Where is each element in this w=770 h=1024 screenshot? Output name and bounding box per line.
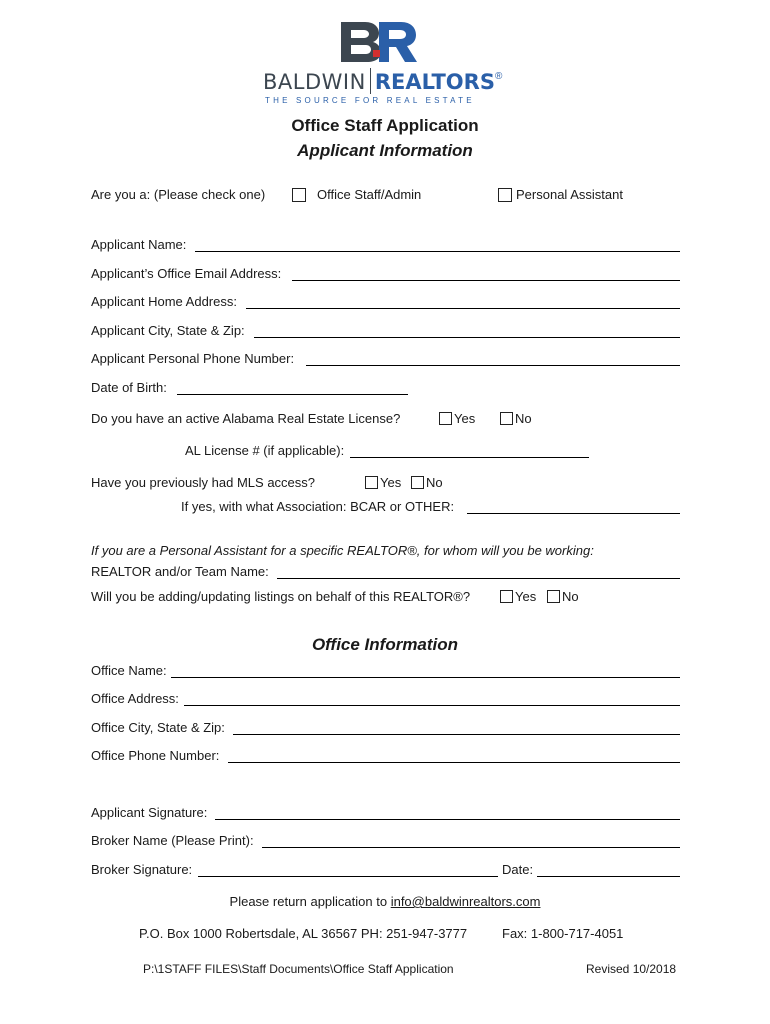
- mls-yes-label: Yes: [380, 475, 402, 490]
- office-address-label: Office Address:: [91, 691, 179, 706]
- listings-yes-checkbox[interactable]: [500, 590, 513, 603]
- license-question: Do you have an active Alabama Real Estate License?: [91, 411, 401, 426]
- applicant-signature-label: Applicant Signature:: [91, 805, 208, 820]
- listings-no-label: No: [562, 589, 579, 604]
- personal-assistant-label: Personal Assistant: [516, 187, 623, 202]
- applicant-signature-field[interactable]: [215, 819, 680, 820]
- dob-label: Date of Birth:: [91, 380, 167, 395]
- assistant-intro: If you are a Personal Assistant for a specific REALTOR®, for whom will you be working:: [91, 543, 594, 558]
- license-yes-label: Yes: [454, 411, 476, 426]
- broker-name-field[interactable]: [262, 847, 680, 848]
- registered-mark: ®: [494, 71, 503, 82]
- applicant-name-label: Applicant Name:: [91, 237, 187, 252]
- mls-no-checkbox[interactable]: [411, 476, 424, 489]
- mls-question: Have you previously had MLS access?: [91, 475, 316, 490]
- return-text: Please return application to: [229, 894, 388, 909]
- date-label: Date:: [502, 862, 534, 877]
- applicant-name-field[interactable]: [195, 251, 680, 252]
- dob-field[interactable]: [177, 394, 408, 395]
- broker-signature-field[interactable]: [198, 876, 498, 877]
- file-path: P:\1STAFF FILES\Staff Documents\Office Staff Application: [143, 962, 454, 976]
- home-address-label: Applicant Home Address:: [91, 294, 237, 309]
- phone-label: Applicant Personal Phone Number:: [91, 351, 295, 366]
- office-staff-label: Office Staff/Admin: [317, 187, 422, 202]
- office-staff-checkbox[interactable]: [292, 188, 306, 202]
- page-title: Office Staff Application: [291, 116, 479, 135]
- team-name-field[interactable]: [277, 578, 680, 579]
- office-name-label: Office Name:: [91, 663, 167, 678]
- license-no-label: No: [515, 411, 532, 426]
- office-phone-label: Office Phone Number:: [91, 748, 220, 763]
- role-question-label: Are you a: (Please check one): [91, 187, 266, 202]
- license-no-checkbox[interactable]: [500, 412, 513, 425]
- listings-yes-label: Yes: [515, 589, 537, 604]
- office-phone-field[interactable]: [228, 762, 680, 763]
- brand-tagline: THE SOURCE FOR REAL ESTATE: [265, 96, 475, 105]
- license-number-field[interactable]: [350, 457, 589, 458]
- license-yes-checkbox[interactable]: [439, 412, 452, 425]
- mailing-address: P.O. Box 1000 Robertsdale, AL 36567 PH: 251-947-3777: [139, 926, 468, 941]
- office-email-field[interactable]: [292, 280, 680, 281]
- mls-yes-checkbox[interactable]: [365, 476, 378, 489]
- section-heading-applicant: Applicant Information: [297, 141, 473, 160]
- city-state-zip-field[interactable]: [254, 337, 680, 338]
- br-logo-mark: [339, 20, 419, 64]
- listings-no-checkbox[interactable]: [547, 590, 560, 603]
- office-address-field[interactable]: [184, 705, 680, 706]
- city-state-zip-label: Applicant City, State & Zip:: [91, 323, 245, 338]
- office-name-field[interactable]: [171, 677, 680, 678]
- revision-date: Revised 10/2018: [586, 962, 677, 976]
- brand-divider: [370, 68, 371, 94]
- personal-assistant-checkbox[interactable]: [498, 188, 512, 202]
- team-name-label: REALTOR and/or Team Name:: [91, 564, 269, 579]
- mls-association-field[interactable]: [467, 513, 680, 514]
- logo: [255, 20, 505, 110]
- office-email-label: Applicant’s Office Email Address:: [91, 266, 282, 281]
- section-heading-office: Office Information: [311, 635, 459, 654]
- mls-no-label: No: [426, 475, 443, 490]
- license-number-label: AL License # (if applicable):: [185, 443, 345, 458]
- phone-field[interactable]: [306, 365, 680, 366]
- office-city-field[interactable]: [233, 734, 680, 735]
- brand-left: BALDWIN: [263, 70, 366, 94]
- home-address-field[interactable]: [246, 308, 680, 309]
- broker-signature-label: Broker Signature:: [91, 862, 193, 877]
- office-city-label: Office City, State & Zip:: [91, 720, 225, 735]
- mls-association-label: If yes, with what Association: BCAR or OTHER:: [181, 499, 455, 514]
- return-email-link[interactable]: info@baldwinrealtors.com: [390, 894, 541, 909]
- listings-question: Will you be adding/updating listings on behalf of this REALTOR®?: [91, 589, 471, 604]
- return-instructions: [0, 894, 770, 910]
- date-field[interactable]: [537, 876, 680, 877]
- fax-number: Fax: 1-800-717-4051: [502, 926, 624, 941]
- broker-name-label: Broker Name (Please Print):: [91, 833, 254, 848]
- brand-right: REALTORS: [374, 70, 495, 94]
